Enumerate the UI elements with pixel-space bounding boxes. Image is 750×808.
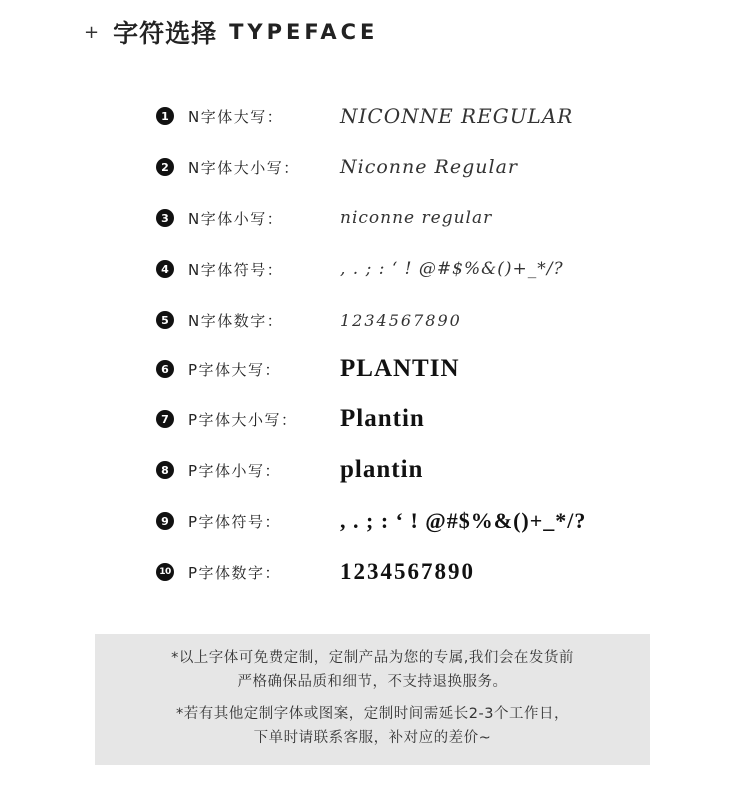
font-sample: Plantin [340, 405, 425, 432]
font-row-p-mixedcase [156, 401, 425, 437]
font-row-n-mixedcase [156, 149, 518, 185]
note-line: 严格确保品质和细节，不支持退换服务。 [237, 674, 508, 690]
font-row-p-lowercase [156, 452, 423, 488]
font-sample: 1234567890 [340, 559, 475, 584]
font-label: N字体大写： [188, 107, 284, 126]
customization-note [95, 634, 650, 765]
number-badge: 3 [156, 209, 174, 227]
font-label: N字体小写： [188, 209, 284, 228]
section-title-en: TYPEFACE [229, 20, 379, 44]
section-header [84, 14, 378, 50]
font-sample: niconne regular [340, 208, 493, 228]
number-badge: 6 [156, 360, 174, 378]
font-row-p-uppercase [156, 351, 460, 387]
font-label: P字体符号： [188, 512, 282, 531]
font-label: P字体大写： [188, 360, 282, 379]
number-badge: 1 [156, 107, 174, 125]
font-row-n-numbers [156, 302, 462, 338]
number-badge: 2 [156, 158, 174, 176]
font-label: N字体数字： [188, 311, 284, 330]
font-row-n-lowercase [156, 200, 492, 236]
number-badge: 4 [156, 260, 174, 278]
font-label: P字体小写： [188, 461, 282, 480]
number-badge: 5 [156, 311, 174, 329]
font-label: N字体大小写： [188, 158, 300, 177]
number-badge: 7 [156, 410, 174, 428]
number-badge: 9 [156, 512, 174, 530]
plus-icon: + [84, 21, 100, 43]
font-row-p-numbers [156, 554, 475, 590]
font-sample: plantin [340, 456, 424, 483]
font-row-p-symbols [156, 503, 586, 539]
note-line: *若有其他定制字体或图案，定制时间需延长2-3个工作日， [176, 706, 569, 722]
font-sample: 1234567890 [340, 310, 462, 330]
font-row-n-uppercase [156, 98, 573, 134]
font-sample: PLANTIN [340, 355, 460, 382]
font-label: P字体数字： [188, 563, 282, 582]
font-sample: , . ; : ‘ ! @#$%&()+_*/? [340, 259, 564, 279]
font-label: P字体大小写： [188, 410, 298, 429]
note-line: 下单时请联系客服，补对应的差价~ [253, 730, 492, 746]
number-badge: 10 [156, 563, 174, 581]
font-sample: Niconne Regular [340, 156, 518, 178]
font-sample: NICONNE REGULAR [340, 104, 574, 128]
font-label: N字体符号： [188, 260, 284, 279]
font-row-n-symbols [156, 251, 564, 287]
note-line: *以上字体可免费定制，定制产品为您的专属,我们会在发货前 [171, 650, 574, 666]
number-badge: 8 [156, 461, 174, 479]
section-title-zh: 字符选择 [113, 19, 218, 48]
font-sample: , . ; : ‘ ! @#$%&()+_*/? [340, 508, 587, 533]
